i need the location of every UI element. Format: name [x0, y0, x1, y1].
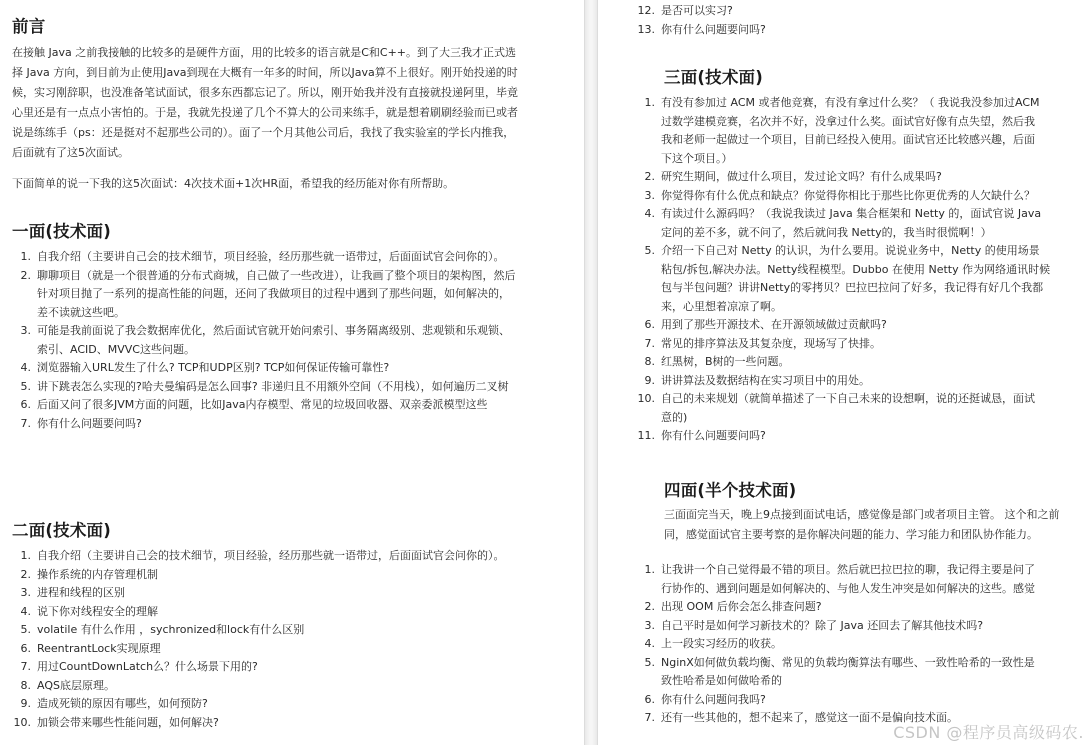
question-item: [636, 691, 1090, 710]
question-item: [636, 187, 1090, 206]
page-gutter: [584, 0, 598, 745]
question-text: 聊聊项目（就是一个很普通的分布式商城，自己做了一些改进），让我画了整个项目的架构图，然后针对项目抛了一系列的提高性能的问题，还问了我做项目的过程中遇到了那些问题，如何解决的，差不读就这些吧。: [37, 268, 516, 319]
question-text-line: 有没有参加过 ACM 或者他竞赛，有没有拿过什么奖？（ 我说我没参加过ACM: [661, 96, 1040, 109]
right-page: [598, 0, 1090, 745]
question-text-line: 红黑树，B树的一些问题。: [661, 355, 790, 368]
question-item: [636, 372, 1090, 391]
question-text: [661, 617, 1090, 636]
round4-intro-line-2: 同，感觉面试官主要考察的是你解决问题的能力、学习能力和团队协作能力。: [664, 528, 1038, 541]
question-number: 7.: [20, 416, 31, 430]
question-text-line: 讲讲算法及数据结构在实习项目中的用处。: [661, 373, 870, 387]
question-item: [12, 396, 520, 415]
question-number: 1.: [20, 549, 31, 562]
question-number: 2.: [20, 268, 31, 282]
preface-paragraph-2: 下面简单的说一下我的这5次面试：4次技术面+1次HR面，希望我的经历能对你有所帮助。: [12, 177, 455, 190]
question-text: [661, 635, 1090, 654]
question-item: [636, 617, 1090, 636]
round4-heading: 四面(半个技术面): [664, 481, 797, 500]
question-item: [12, 415, 520, 434]
question-text-line: 介绍一下自己对 Netty 的认识，为什么要用。说说业务中，Netty 的使用场景: [661, 244, 1040, 257]
question-text-line: 自己的未来规划（就简单描述了一下自己未来的设想啊，说的还挺诚恳，面试: [661, 392, 1035, 405]
question-text-line: 包与半包问题？讲讲Netty的零拷贝？巴拉巴拉问了好多，我记得有好几个我都: [661, 281, 1044, 294]
question-number: 4.: [20, 361, 31, 374]
question-text-line: 定问的差不多，就不问了，然后就问我 Netty的，我当时很慌啊！）: [661, 225, 992, 239]
question-number: 4.: [644, 637, 655, 650]
round4-question-list: [636, 561, 1090, 728]
question-number: 9.: [20, 697, 31, 710]
question-text: 进程和线程的区别: [37, 586, 125, 599]
round3-heading: 三面(技术面): [664, 68, 763, 87]
question-item: [12, 695, 520, 714]
question-item: [12, 267, 520, 323]
csdn-watermark: CSDN @程序员高级码农.: [893, 723, 1084, 742]
question-text-line: 有读过什么源码吗？（我说我读过 Java 集合框架和 Netty 的，面试官说 Java: [661, 207, 1042, 220]
question-text: [661, 691, 1090, 710]
question-item: [636, 654, 1090, 691]
question-text: [661, 187, 1090, 206]
question-number: 5.: [644, 655, 655, 669]
question-text: ReentrantLock实现原理: [37, 641, 161, 655]
question-text: [661, 654, 1090, 691]
question-item: [12, 677, 520, 696]
question-text: 浏览器输入URL发生了什么? TCP和UDP区别? TCP如何保证传输可靠性?: [37, 361, 390, 374]
round4-intro-line-1: 三面面完当天，晚上9点接到面试电话，感觉像是部门或者项目主管。 这个和之前: [664, 508, 1060, 521]
round2-continued-list: [636, 2, 1090, 39]
question-item: [12, 547, 520, 566]
question-text: 加锁会带来哪些性能问题，如何解决?: [37, 715, 219, 729]
question-text-line: 行协作的、遇到问题是如何解决的、与他人发生冲突是如何解决的这些。感觉: [661, 581, 1035, 595]
question-text-line: 来，心里想着凉凉了啊。: [661, 299, 782, 313]
question-text: 操作系统的内存管理机制: [37, 567, 158, 581]
round2-question-list: [12, 547, 520, 732]
question-number: 1.: [644, 563, 655, 576]
question-text-line: 出现 OOM 后你会怎么排查问题?: [661, 600, 822, 613]
question-item: [636, 561, 1090, 598]
question-item: [12, 714, 520, 733]
question-item: [12, 603, 520, 622]
question-text-line: 你觉得你有什么优点和缺点？你觉得你相比于那些比你更优秀的人欠缺什么？: [661, 188, 1035, 202]
question-text: [661, 316, 1090, 335]
question-text-line: 上一段实习经历的收获。: [661, 637, 782, 650]
question-number: 6.: [644, 318, 655, 331]
question-text: [661, 205, 1090, 242]
question-number: 5.: [20, 379, 31, 393]
question-text: [661, 353, 1090, 372]
question-number: 11.: [637, 429, 655, 442]
question-number: 2.: [644, 600, 655, 613]
question-number: 1.: [644, 96, 655, 109]
question-item: [636, 390, 1090, 427]
question-text-line: 研究生期间，做过什么项目，发过论文吗？有什么成果吗?: [661, 170, 942, 183]
question-text-line: 自己平时是如何学习新技术的？除了 Java 还回去了解其他技术吗?: [661, 618, 984, 632]
question-number: 12.: [637, 4, 655, 17]
question-item: [636, 205, 1090, 242]
question-number: 7.: [20, 660, 31, 673]
question-text: volatile 有什么作用 ，sychronized和lock有什么区别: [37, 623, 305, 636]
question-item: [12, 378, 520, 397]
question-text-line: 过数学建模竞赛，名次并不好，没拿过什么奖。面试官好像有点失望，然后我: [661, 114, 1035, 128]
question-item: [636, 635, 1090, 654]
question-number: 3.: [20, 586, 31, 599]
question-number: 6.: [644, 692, 655, 706]
question-text: 用过CountDownLatch么？什么场景下用的?: [37, 660, 258, 673]
question-item: [12, 566, 520, 585]
question-number: 1.: [20, 250, 31, 263]
question-text-line: 粘包/拆包,解决办法。Netty线程模型。Dubbo 在使用 Netty 作为网络通讯时候: [661, 262, 1051, 276]
question-text-line: 我和老师一起做过一个项目，目前已经投入使用。面试官还比较感兴趣，后面: [661, 133, 1035, 146]
question-item: [636, 427, 1090, 446]
question-text: [661, 390, 1090, 427]
question-item: [12, 322, 520, 359]
question-text: 讲下跳表怎么实现的?哈夫曼编码是怎么回事? 非递归且不用额外空间（不用栈），如何遍历二叉树: [37, 379, 509, 393]
question-text-line: NginX如何做负载均衡、常见的负载均衡算法有哪些、一致性哈希的一致性是: [661, 655, 1035, 669]
question-number: 3.: [20, 324, 31, 337]
question-text: [661, 335, 1090, 354]
question-number: 10.: [637, 392, 655, 405]
question-number: 10.: [13, 715, 31, 729]
question-number: 5.: [20, 623, 31, 636]
question-text: 是否可以实习?: [661, 4, 733, 17]
preface-paragraph-1: 在接触 Java 之前我接触的比较多的是硬件方面，用的比较多的语言就是C和C++。到了大三我才正式选择 Java 方向，到目前为止使用Java到现在大概有一年多的时间，所以Java算不上很好。刚开始投递的时候，实习刚辞职，也没准备笔试面试，很多东西都忘记了。所以，刚开始我并没有直接就投递阿里，毕竟心里还是有一点点小害怕的。于是，我就先投递了几个不算大的公司来练手，就是想着刷刷经验而已或者说是练练手（ps：还是挺对不起那些公司的）。面了一个月其他公司后，我找了我实验室的学长内推我，后面就有了这5次面试。: [12, 46, 518, 159]
question-text: 后面又问了很多JVM方面的问题，比如Java内存模型、常见的垃圾回收器、双亲委派模型这些: [37, 398, 488, 411]
round2-heading: 二面(技术面): [12, 521, 111, 540]
question-number: 7.: [644, 336, 655, 350]
round4-intro: [664, 505, 1090, 545]
question-text-line: 致性哈希是如何做哈希的: [661, 674, 782, 687]
question-number: 3.: [644, 188, 655, 202]
preface-heading: 前言: [12, 17, 46, 36]
question-number: 5.: [644, 244, 655, 257]
question-text-line: 还有一些其他的，想不起来了，感觉这一面不是偏向技术面。: [661, 711, 958, 724]
question-item: [636, 353, 1090, 372]
question-text: [661, 598, 1090, 617]
question-item: [12, 359, 520, 378]
question-number: 6.: [20, 398, 31, 411]
question-item: [636, 242, 1090, 316]
question-text: 自我介绍（主要讲自己会的技术细节，项目经验，经历那些就一语带过，后面面试官会问你的）。: [37, 549, 505, 562]
question-text: 你有什么问题要问吗?: [661, 22, 766, 36]
question-item: [636, 598, 1090, 617]
question-number: 8.: [20, 678, 31, 692]
question-text-line: 下这个项目。）: [661, 151, 733, 165]
question-item: [636, 168, 1090, 187]
question-item: [636, 21, 1090, 40]
question-text-line: 让我讲一个自己觉得最不错的项目。然后就巴拉巴拉的聊，我记得主要是问了: [661, 563, 1035, 576]
question-number: 7.: [644, 711, 655, 724]
question-number: 9.: [644, 373, 655, 387]
question-item: [12, 640, 520, 659]
question-text: 你有什么问题要问吗?: [37, 416, 142, 430]
round3-question-list: [636, 94, 1090, 446]
question-text: [661, 242, 1090, 316]
question-number: 6.: [20, 641, 31, 655]
question-number: 13.: [637, 22, 655, 36]
question-item: [12, 658, 520, 677]
question-text: 说下你对线程安全的理解: [37, 604, 158, 618]
question-number: 4.: [20, 604, 31, 618]
question-text: 自我介绍（主要讲自己会的技术细节，项目经验，经历那些就一语带过，后面面试官会问你的）。: [37, 250, 505, 263]
question-text: [661, 561, 1090, 598]
question-text: AQS底层原理。: [37, 678, 115, 692]
question-text-line: 用到了那些开源技术、在开源领域做过贡献吗?: [661, 318, 887, 331]
question-item: [12, 621, 520, 640]
question-text: 造成死锁的原因有哪些，如何预防?: [37, 697, 208, 710]
question-text: 可能是我前面说了我会数据库优化，然后面试官就开始问索引、事务隔离级别、悲观锁和乐观锁、索引、ACID、MVVC这些问题。: [37, 324, 510, 356]
question-item: [636, 316, 1090, 335]
question-item: [12, 248, 520, 267]
question-text-line: 你有什么问题要问吗?: [661, 429, 766, 442]
question-number: 3.: [644, 618, 655, 632]
question-item: [636, 2, 1090, 21]
question-text-line: 你有什么问题问我吗?: [661, 692, 766, 706]
question-number: 2.: [20, 567, 31, 581]
question-text: [661, 168, 1090, 187]
question-text: [661, 94, 1090, 168]
round1-question-list: [12, 248, 520, 433]
question-item: [12, 584, 520, 603]
round1-heading: 一面(技术面): [12, 222, 111, 241]
question-number: 8.: [644, 355, 655, 368]
question-number: 2.: [644, 170, 655, 183]
question-text-line: 意的): [661, 410, 688, 424]
question-text: [661, 427, 1090, 446]
question-item: [636, 335, 1090, 354]
question-text-line: 常见的排序算法及其复杂度，现场写了快排。: [661, 336, 881, 350]
question-number: 4.: [644, 207, 655, 220]
question-text: [661, 372, 1090, 391]
question-item: [636, 94, 1090, 168]
